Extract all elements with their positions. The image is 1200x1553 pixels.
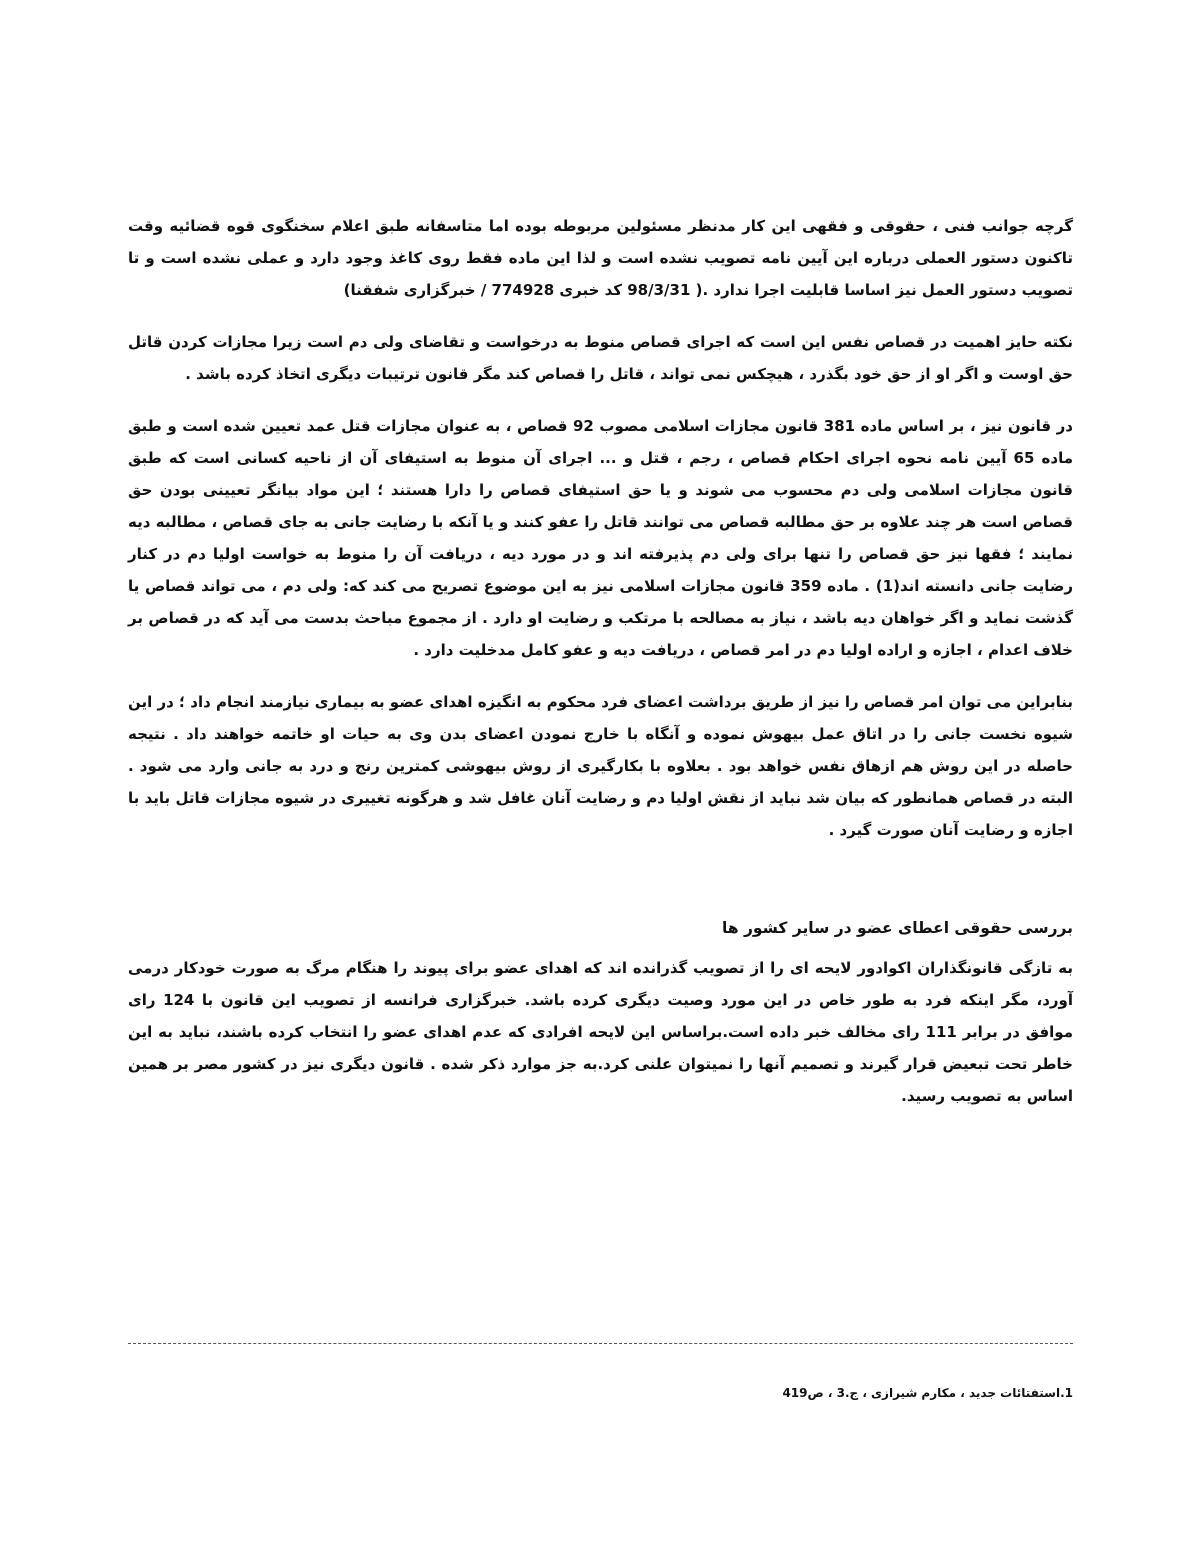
footnote-divider	[128, 1343, 1073, 1344]
section-paragraph: به تازگی قانونگذاران اکوادور لایحه ای را از تصویب گذرانده اند که اهدای عضو برای پیوند را هنگام مرگ به صورت خودکار درمی آورد، مگر اینکه فرد به طور خاص در این مورد وصیت دیگری کرده باشد. خبرگزاری فرانسه از تصویب این قانون با 124 رای موافق در برابر 111 رای مخالف خبر داده است.براساس این لایحه افرادی که عدم اهدای عضو را انتخاب کرده باشند، نباید به این خاطر تحت تبعیض قرار گیرند و تصمیم آنها را نمیتوان علنی کرد.به جز موارد ذکر شده . قانون دیگری نیز در کشور مصر بر همین اساس به تصویب رسید.	[128, 959, 1073, 1105]
section-heading: بررسی حقوقی اعطای عضو در سایر کشور ها	[722, 919, 1073, 937]
footnote: 1.استفتائات جدید ، مکارم شیرازی ، ج.3 ، ص419	[782, 1386, 1073, 1400]
paragraph-3: در قانون نیز ، بر اساس ماده 381 قانون مجازات اسلامی مصوب 92 قصاص ، به عنوان مجازات قتل عمد تعیین شده است و طبق ماده 65 آیین نامه نحوه اجرای احکام قصاص ، رجم ، قتل و ... اجرای آن منوط به استیفای آن از ناحیه کسانی است که طبق قانون مجازات اسلامی ولی دم محسوب می شوند و یا حق استیفای قصاص را دارا هستند ؛ این مواد بیانگر تعیینی بودن حق قصاص است هر چند علاوه بر حق مطالبه قصاص می توانند قاتل را عفو کنند و یا آنکه با رضایت جانی به جای قصاص ، مطالبه دیه نمایند ؛ فقها نیز حق قصاص را تنها برای ولی دم پذیرفته اند و در مورد دیه ، دریافت آن را منوط به خواست اولیا دم در کنار رضایت جانی دانسته اند(1) . ماده 359 قانون مجازات اسلامی نیز به این موضوع تصریح می کند که: ولی دم ، می تواند قصاص یا گذشت نماید و اگر خواهان دیه باشد ، نیاز به مصالحه با مرتکب و رضایت او دارد . از مجموع مباحث بدست می آید که در قصاص بر خلاف اعدام ، اجازه و اراده اولیا دم در امر قصاص ، دریافت دیه و عفو کامل مدخلیت دارد .	[128, 417, 1073, 659]
paragraph-2: نکته حایز اهمیت در قصاص نفس این است که اجرای قصاص منوط به درخواست و تقاضای ولی دم است زیرا مجازات کردن قاتل حق اوست و اگر او از حق خود بگذرد ، هیچکس نمی تواند ، قاتل را قصاص کند مگر قانون ترتیبات دیگری اتخاذ کرده باشد .	[128, 333, 1073, 383]
paragraph-4: بنابراین می توان امر قصاص را نیز از طریق برداشت اعضای فرد محکوم به انگیزه اهدای عضو به بیماری نیازمند انجام داد ؛ در این شیوه نخست جانی را در اتاق عمل بیهوش نموده و آنگاه با خارج نمودن اعضای بدن وی به حیات او خاتمه خواهند داد . نتیجه حاصله در این روش هم ازهاق نفس خواهد بود . بعلاوه با بکارگیری از روش بیهوشی کمترین رنج و درد به جانی وارد می شود . البته در قصاص همانطور که بیان شد نباید از نقش اولیا دم و رضایت آنان غافل شد و هرگونه تغییری در شیوه مجازات قاتل باید با اجازه و رضایت آنان صورت گیرد .	[128, 693, 1073, 839]
paragraph-1: گرچه جوانب فنی ، حقوقی و فقهی این کار مدنظر مسئولین مربوطه بوده اما متاسفانه طبق اعلام سخنگوی قوه قضائیه وقت تاکنون دستور العملی درباره این آیین نامه تصویب نشده است و لذا این ماده فقط روی کاغذ وجود دارد و عملی نشده است و تا تصویب دستور العمل نیز اساسا قابلیت اجرا ندارد .( 98/3/31 کد خبری 774928 / خبرگزاری شفقنا)	[128, 217, 1073, 299]
document-body	[128, 210, 1073, 1126]
